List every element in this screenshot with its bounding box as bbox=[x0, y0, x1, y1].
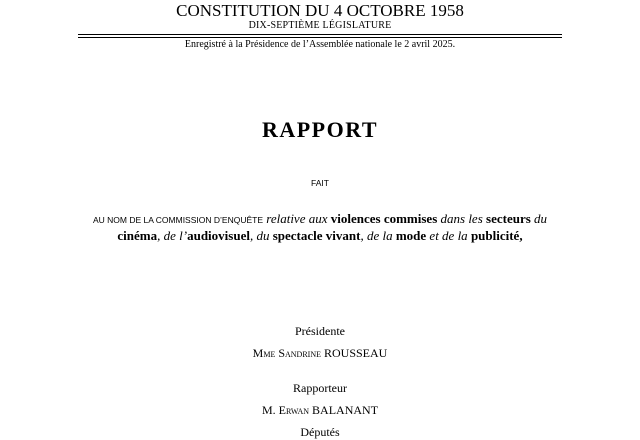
desc-part: cinéma bbox=[117, 228, 158, 243]
registration-note: Enregistré à la Présidence de l’Assemblée nationale le 2 avril 2025. bbox=[184, 39, 456, 50]
president-name: Mme Sandrine ROUSSEAU bbox=[252, 346, 388, 360]
commission-description bbox=[86, 211, 554, 244]
desc-part: mode bbox=[395, 228, 427, 243]
desc-part: , de la bbox=[360, 228, 393, 243]
desc-part: et de la bbox=[429, 228, 468, 243]
desc-part: spectacle vivant bbox=[272, 228, 361, 243]
made-label: FAIT bbox=[311, 178, 329, 188]
desc-part: , du bbox=[249, 228, 270, 243]
deputies-label: Députés bbox=[300, 425, 340, 439]
commission-prefix: AU NOM DE LA COMMISSION D’ENQUÊTE bbox=[92, 215, 263, 225]
rapporteur-name: M. Erwan BALANANT bbox=[261, 403, 379, 417]
desc-part: secteurs bbox=[486, 211, 531, 226]
desc-part: violences commises bbox=[330, 211, 438, 226]
desc-part: du bbox=[534, 211, 548, 226]
document-title: RAPPORT bbox=[261, 117, 379, 142]
header-rule-bottom bbox=[78, 37, 562, 38]
desc-part: relative aux bbox=[266, 211, 328, 226]
desc-part: publicité bbox=[470, 228, 520, 243]
desc-part: , bbox=[519, 228, 523, 243]
desc-part: audiovisuel bbox=[187, 228, 250, 243]
desc-part: dans les bbox=[440, 211, 483, 226]
constitution-heading: CONSTITUTION DU 4 OCTOBRE 1958 bbox=[176, 1, 464, 20]
rapporteur-label: Rapporteur bbox=[293, 381, 347, 395]
desc-part: , de l’ bbox=[157, 228, 188, 243]
header-rule-top bbox=[78, 34, 562, 35]
legislature-heading: DIX-SEPTIÈME LÉGISLATURE bbox=[248, 20, 392, 31]
president-label: Présidente bbox=[295, 324, 345, 338]
